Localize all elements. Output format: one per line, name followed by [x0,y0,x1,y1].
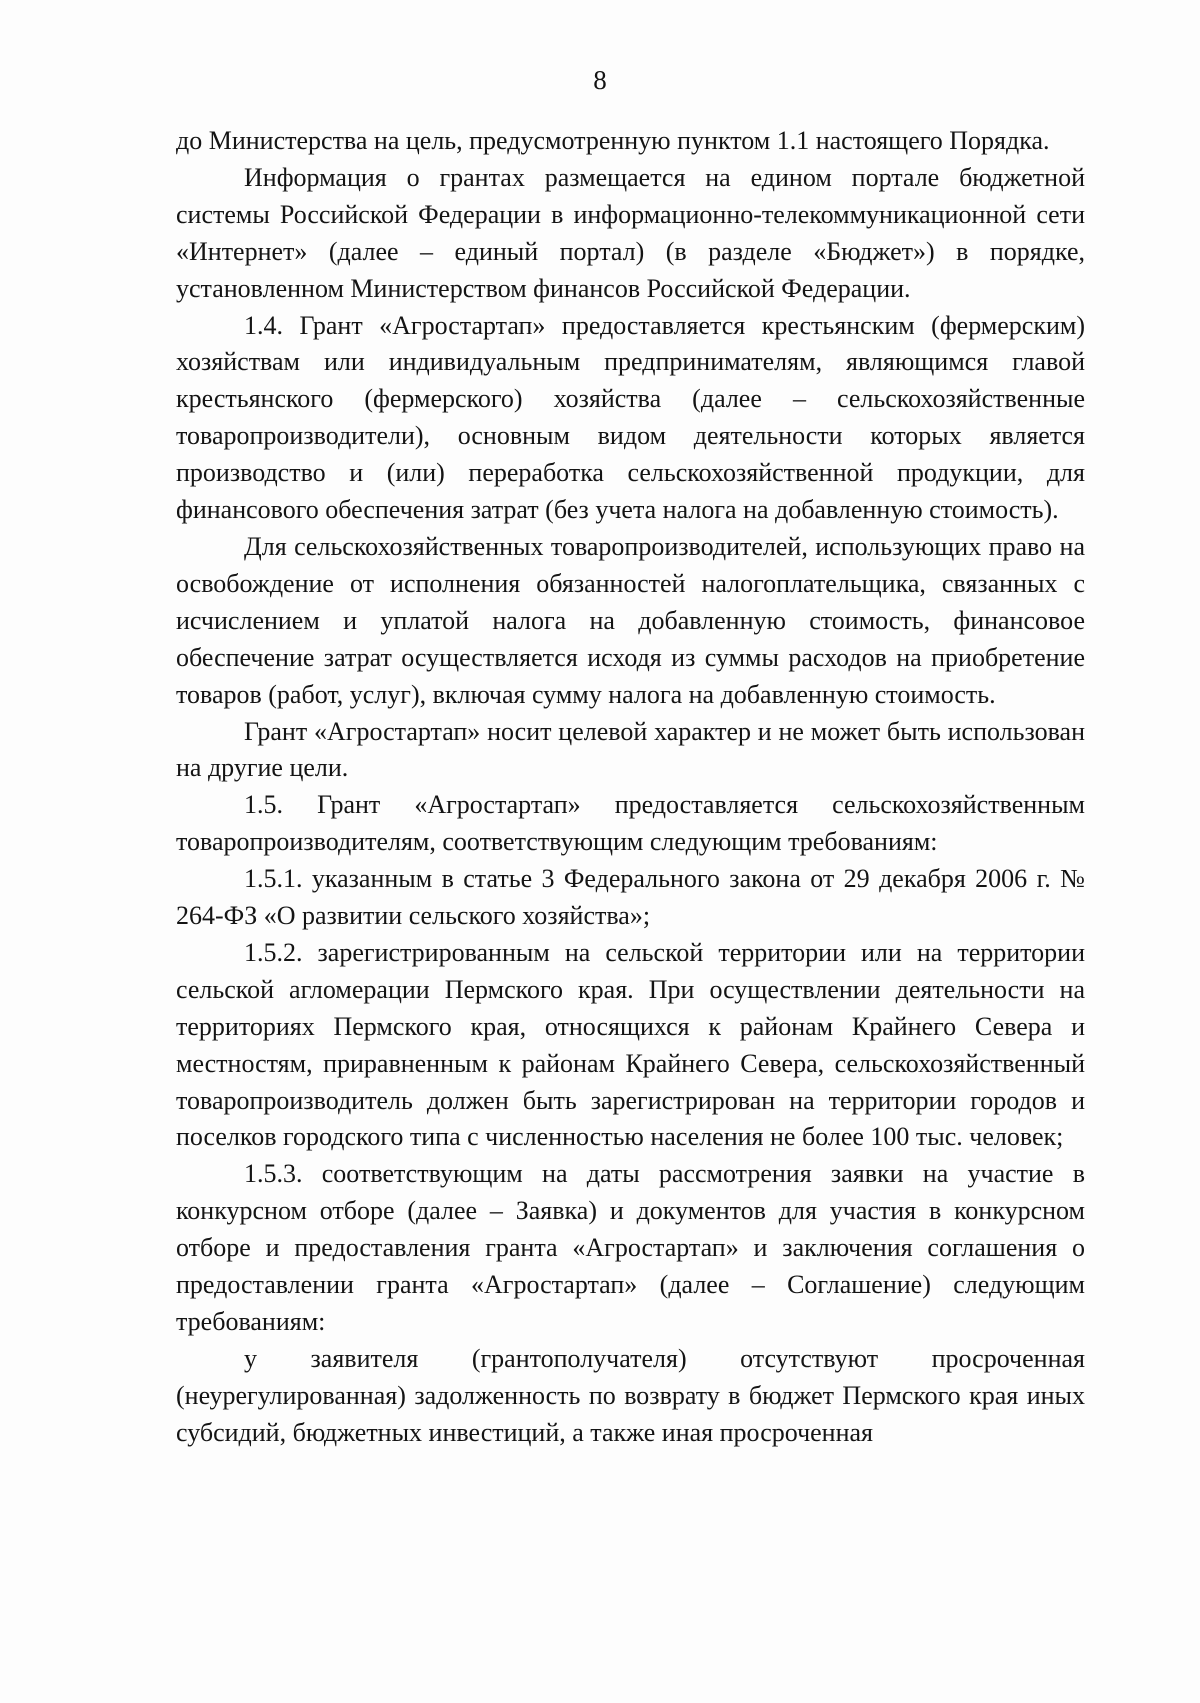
paragraph-section-1-5-2: 1.5.2. зарегистрированным на сельской территории или на территории сельской агломерации Пермского края. При осуществлении деятельности на территориях Пермского края, относящихся к районам Крайнего Севера и местностям, приравненным к районам Крайнего Севера, сельскохозяйственный товаропроизводитель должен быть зарегистрирован на территории городов и поселков городского типа с численностью населения не более 100 тыс. человек; [176,937,1085,1152]
paragraph-section-1-5: 1.5. Грант «Агростартап» предоставляется сельскохозяйственным товаропроизводителям, соответствующим следующим требованиям: [176,790,1085,857]
paragraph-section-1-5-3: 1.5.3. соответствующим на даты рассмотрения заявки на участие в конкурсном отборе (далее – Заявка) и документов для участия в конкурсном отборе и предоставления гранта «Агростартап» и заключения соглашения о предоставлении гранта «Агростартап» (далее – Соглашение) следующим требованиям: [176,1159,1085,1336]
paragraph-section-1-5-1: 1.5.1. указанным в статье 3 Федерального закона от 29 декабря 2006 г. № 264-ФЗ «О развитии сельского хозяйства»; [176,864,1085,931]
paragraph-grant-purpose: Грант «Агростартап» носит целевой характер и не может быть использован на другие цели. [176,716,1085,783]
paragraph-grant-info-portal: Информация о грантах размещается на едином портале бюджетной системы Российской Федерации в информационно-телекоммуникационной сети «Интернет» (далее – единый портал) (в разделе «Бюджет») в порядке, установленном Министерством финансов Российской Федерации. [176,162,1085,303]
paragraph-continuation: до Министерства на цель, предусмотренную пунктом 1.1 настоящего Порядка. [176,126,1050,155]
paragraph-section-1-4: 1.4. Грант «Агростартап» предоставляется крестьянским (фермерским) хозяйствам или индивидуальным предпринимателям, являющимся главой крестьянского (фермерского) хозяйства (далее – сельскохозяйственные товаропроизводители), основным видом деятельности которых является производство и (или) переработка сельскохозяйственной продукции, для финансового обеспечения затрат (без учета налога на добавленную стоимость). [176,310,1085,525]
paragraph-applicant-debt: у заявителя (грантополучателя) отсутствуют просроченная (неурегулированная) задолженность по возврату в бюджет Пермского края иных субсидий, бюджетных инвестиций, а также иная просроченная [176,1343,1085,1447]
paragraph-vat-exemption: Для сельскохозяйственных товаропроизводителей, использующих право на освобождение от исполнения обязанностей налогоплательщика, связанных с исчислением и уплатой налога на добавленную стоимость, финансовое обеспечение затрат осуществляется исходя из суммы расходов на приобретение товаров (работ, услуг), включая сумму налога на добавленную стоимость. [176,531,1085,709]
page-number: 8 [593,65,607,95]
document-body [176,123,1085,1452]
